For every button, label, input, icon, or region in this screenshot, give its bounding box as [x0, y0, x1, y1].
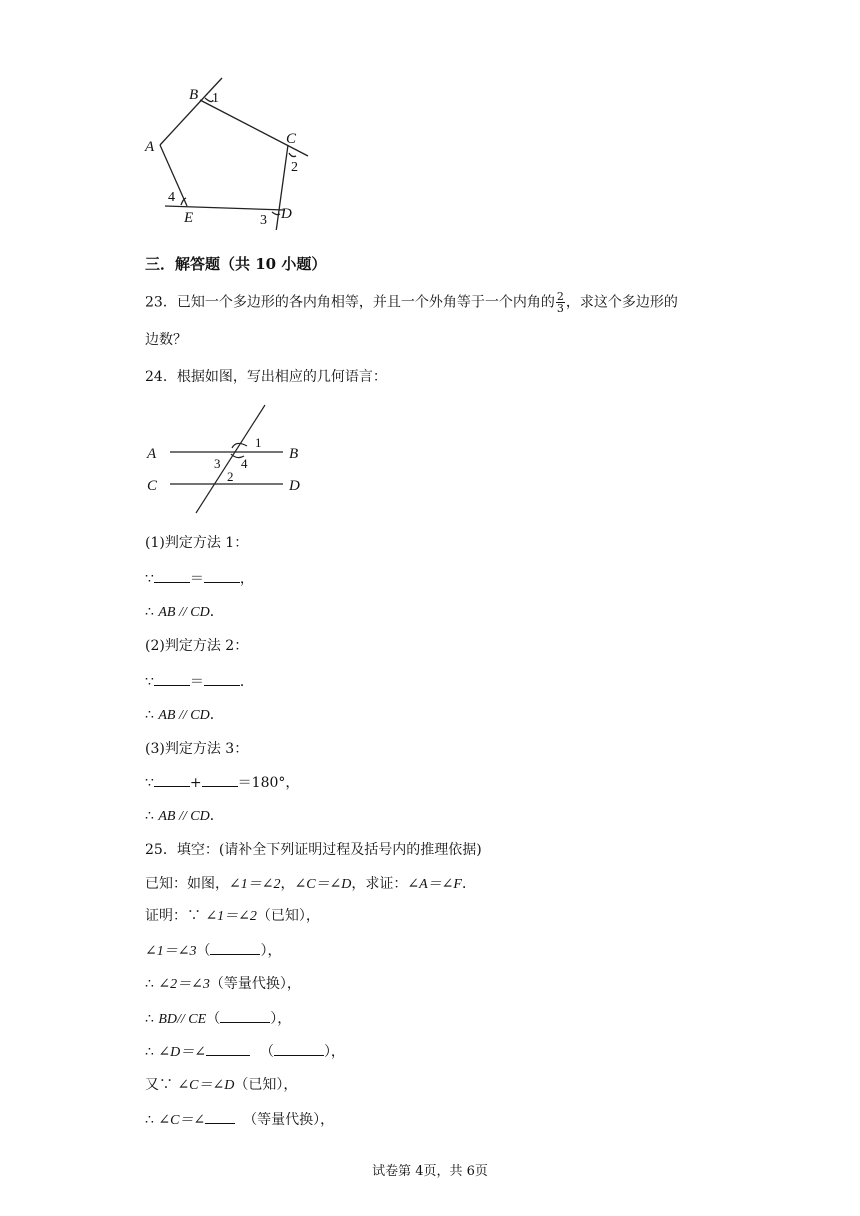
reason: （等量代换）， [209, 976, 301, 992]
step-statement: ∠1＝∠3 [145, 944, 197, 959]
method-1-premise [145, 568, 254, 589]
angle-label-4: 4 [168, 190, 175, 205]
vertex-label-d: D [281, 206, 292, 222]
angle-label-3: 3 [260, 213, 267, 228]
method-2-title: (2)判定方法 2： [145, 638, 249, 654]
pentagon-figure [140, 70, 330, 230]
therefore-symbol: ∴ [145, 604, 159, 620]
parallel-statement: AB // CD [158, 809, 210, 824]
proof-step-2 [145, 940, 281, 962]
therefore-symbol: ∴ [145, 1011, 159, 1027]
reason-close: ）， [260, 943, 282, 959]
therefore-symbol: ∴ [145, 1112, 159, 1128]
punctuation: ． [239, 674, 254, 690]
angle-blank[interactable] [205, 1109, 235, 1124]
because-symbol: ∵ [145, 775, 154, 791]
vertex-label-e: E [184, 210, 194, 226]
q25-given [145, 874, 476, 895]
question-25: 25．填空：(请补全下列证明过程及括号内的推理依据) [145, 842, 482, 858]
fraction-denominator: 3 [556, 302, 564, 315]
answer-blank[interactable] [204, 568, 240, 583]
method-1-title: (1)判定方法 1： [145, 535, 249, 551]
given-angle-eq-1: ∠1＝∠2 [229, 877, 281, 892]
angle-label-2: 2 [291, 160, 298, 175]
reason-blank[interactable] [220, 1008, 270, 1023]
method-1-conclusion [145, 602, 224, 623]
punctuation: ． [209, 707, 224, 723]
separator: ， [280, 876, 295, 892]
reason-blank[interactable] [274, 1041, 324, 1056]
angle-label-3: 3 [214, 456, 221, 471]
vertex-label-b: B [189, 87, 199, 103]
reason: （已知）， [256, 908, 320, 924]
step-statement: BD// CE [158, 1012, 207, 1027]
line-label-d: D [289, 478, 300, 494]
section-heading: 三．解答题（共 10 小题） [145, 255, 327, 273]
equals-sign: ＝ [189, 571, 204, 587]
proof-step-4 [145, 1008, 291, 1030]
page-footer: 试卷第 4页，共 6页 [372, 1164, 488, 1179]
angle-label-4: 4 [241, 456, 248, 471]
method-3-conclusion [145, 806, 224, 827]
prove-prefix: ，求证： [351, 876, 408, 892]
q23-line-2: 边数？ [145, 332, 187, 348]
step-statement: ∠C＝∠ [158, 1113, 206, 1128]
given-angle-eq-2: ∠C＝∠D [294, 877, 352, 892]
parallel-statement: AB // CD [158, 708, 210, 723]
question-23 [145, 291, 678, 314]
therefore-symbol: ∴ [145, 976, 159, 992]
because-symbol: ∵ [145, 571, 154, 587]
reason-open: （ [259, 1044, 274, 1060]
answer-blank[interactable] [204, 671, 240, 686]
proof-step-3 [145, 974, 301, 995]
q23-text-before: 23．已知一个多边形的各内角相等，并且一个外角等于一个内角的 [145, 294, 555, 311]
line-label-b: B [289, 446, 299, 462]
reason-blank[interactable] [210, 940, 260, 955]
punctuation: ． [209, 604, 224, 620]
line-label-c: C [147, 478, 158, 494]
plus-sign: + [189, 775, 202, 791]
reason: （等量代换）， [243, 1112, 335, 1128]
fraction-numerator: 2 [556, 290, 564, 303]
because-symbol: ∵ [145, 674, 154, 690]
answer-blank[interactable] [154, 772, 190, 787]
reason-close: ）， [323, 1044, 345, 1060]
proof-step-7 [145, 1109, 334, 1131]
sum-180: ＝180°， [237, 775, 300, 791]
punctuation: ， [239, 571, 254, 587]
proof-step-6 [145, 1075, 297, 1096]
answer-blank[interactable] [154, 568, 190, 583]
angle-label-1: 1 [255, 435, 262, 450]
method-2-conclusion [145, 705, 224, 726]
proof-step-1 [145, 906, 320, 927]
given-prefix: 已知：如图， [145, 876, 229, 892]
vertex-label-a: A [145, 139, 155, 155]
also-because: 又∵ [145, 1077, 178, 1093]
angle-label-1: 1 [212, 91, 219, 106]
fraction-two-thirds [556, 291, 565, 314]
punctuation: ． [209, 808, 224, 824]
proof-prefix: 证明：∵ [145, 908, 206, 924]
step-statement: ∠2＝∠3 [158, 977, 210, 992]
reason-open: （ [206, 1011, 221, 1027]
punctuation: ． [461, 876, 476, 892]
parallel-statement: AB // CD [158, 605, 210, 620]
proof-step-5 [145, 1041, 345, 1063]
equals-sign: ＝ [189, 674, 204, 690]
therefore-symbol: ∴ [145, 707, 159, 723]
answer-blank[interactable] [154, 671, 190, 686]
step-statement: ∠1＝∠2 [205, 909, 257, 924]
question-24: 24．根据如图，写出相应的几何语言： [145, 369, 387, 385]
parallel-lines-figure [140, 400, 315, 520]
step-statement: ∠C＝∠D [177, 1078, 235, 1093]
step-statement: ∠D＝∠ [158, 1045, 206, 1060]
line-label-a: A [147, 446, 157, 462]
angle-blank[interactable] [206, 1041, 250, 1056]
prove-statement: ∠A＝∠F [407, 877, 462, 892]
therefore-symbol: ∴ [145, 808, 159, 824]
method-3-title: (3)判定方法 3： [145, 741, 249, 757]
vertex-label-c: C [286, 131, 297, 147]
method-2-premise [145, 671, 254, 692]
q23-text-after: ，求这个多边形的 [565, 294, 678, 311]
reason-open: （ [196, 943, 211, 959]
reason: （已知）， [234, 1077, 298, 1093]
method-3-premise [145, 772, 299, 793]
reason-close: ）， [270, 1011, 292, 1027]
answer-blank[interactable] [202, 772, 238, 787]
angle-label-2: 2 [227, 469, 234, 484]
therefore-symbol: ∴ [145, 1044, 159, 1060]
